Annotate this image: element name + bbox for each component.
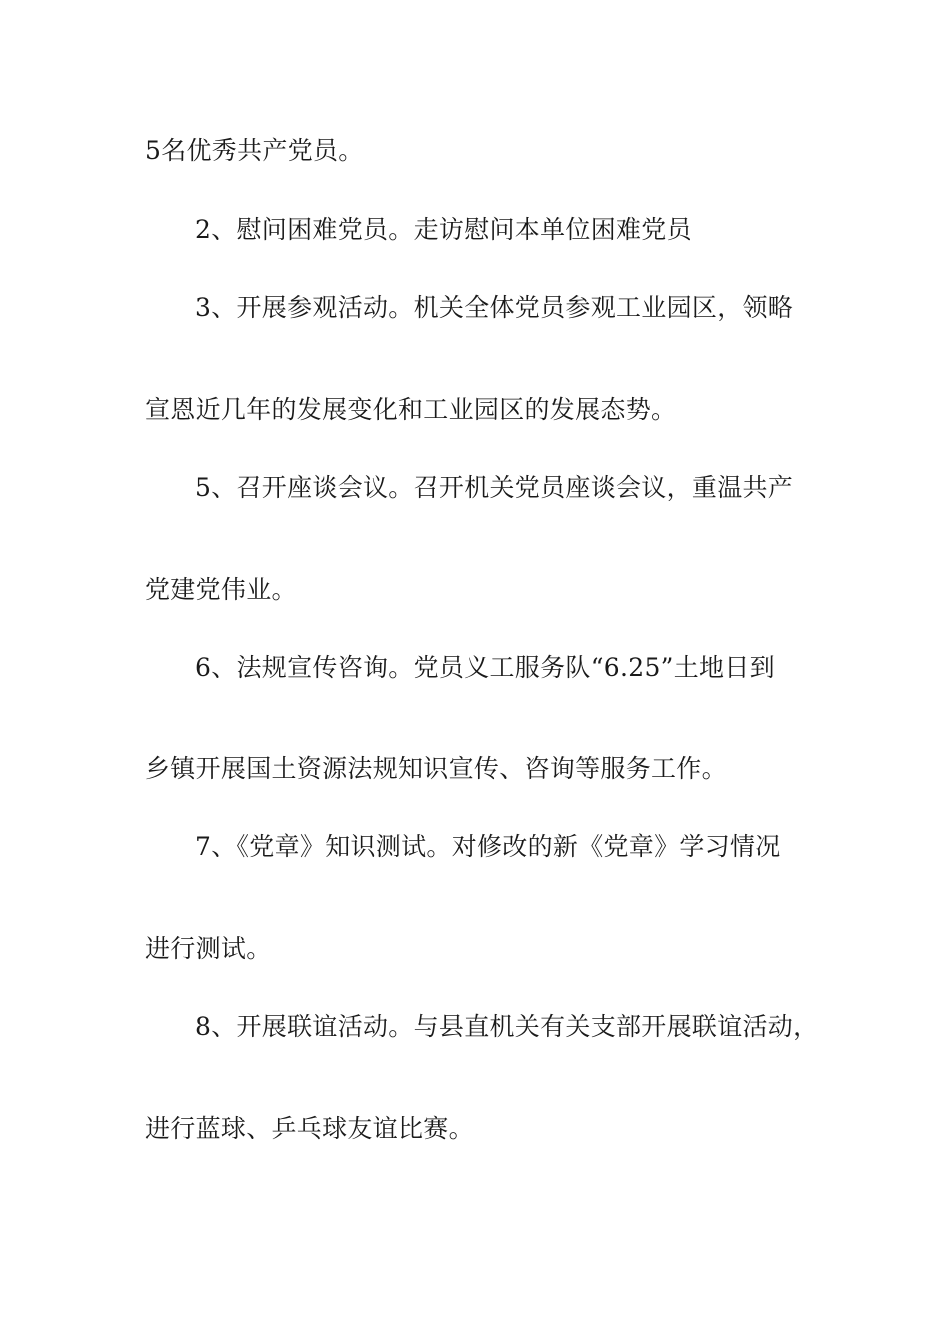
item-7-line-1: 7、《党章》知识测试。对修改的新《党章》学习情况 [195,832,781,861]
text-line-1: 5名优秀共产党员。 [145,136,364,165]
item-8-line-2: 进行蓝球、乒乓球友谊比赛。 [145,1114,474,1143]
item-8-line-1: 8、开展联谊活动。与县直机关有关支部开展联谊活动， [195,1012,819,1041]
item-3-line-2: 宣恩近几年的发展变化和工业园区的发展态势。 [145,395,677,424]
item-3-line-1: 3、开展参观活动。机关全体党员参观工业园区，领略 [195,293,794,322]
item-2-line: 2、慰问困难党员。走访慰问本单位困难党员 [195,215,692,244]
item-6-line-2: 乡镇开展国土资源法规知识宣传、咨询等服务工作。 [145,754,727,783]
item-5-line-1: 5、召开座谈会议。召开机关党员座谈会议，重温共产 [195,473,794,502]
item-7-line-2: 进行测试。 [145,934,272,963]
item-5-line-2: 党建党伟业。 [145,575,297,604]
item-6-line-1: 6、法规宣传咨询。党员义工服务队“6.25”土地日到 [195,653,775,682]
